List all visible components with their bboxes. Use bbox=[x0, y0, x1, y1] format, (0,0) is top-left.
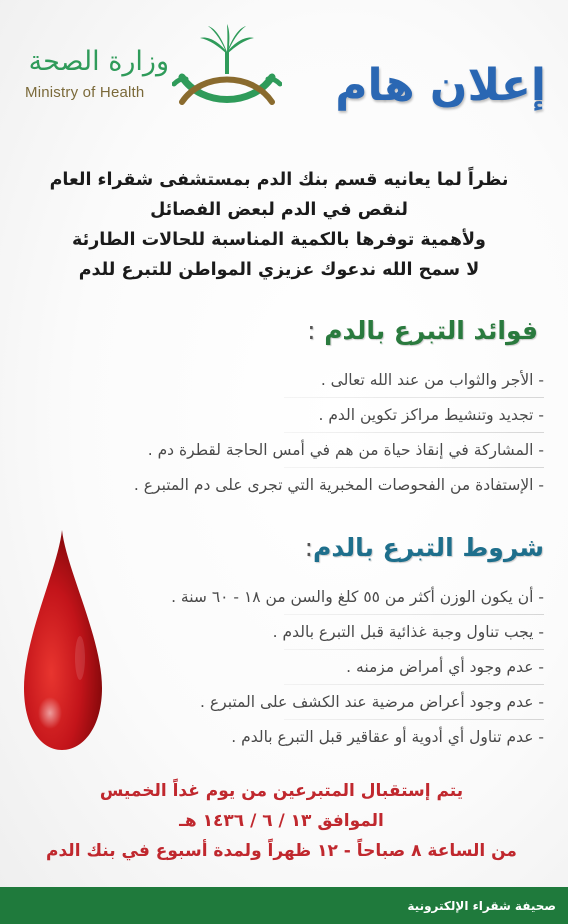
list-item: - عدم تناول أي أدوية أو عقاقير قبل التبرع بالدم . bbox=[231, 728, 544, 746]
intro-line: لنقص في الدم لبعض الفصائل bbox=[150, 200, 408, 220]
list-item: - المشاركة في إنقاذ حياة من هم في أمس الحاجة لقطرة دم . bbox=[147, 441, 544, 459]
announcement-title: إعلان هام bbox=[335, 60, 546, 111]
benefits-heading bbox=[307, 316, 538, 345]
schedule-line: الموافق ١٣ / ٦ / ١٤٣٦ هـ bbox=[179, 811, 384, 831]
conditions-heading-text: شروط التبرع بالدم bbox=[313, 533, 544, 562]
list-divider bbox=[284, 467, 544, 468]
intro-paragraph bbox=[14, 165, 544, 285]
schedule-line: من الساعة ٨ صباحاً - ١٢ ظهراً ولمدة أسبوع في بنك الدم bbox=[46, 841, 517, 861]
list-item: - عدم وجود أعراض مرضية عند الكشف على المتبرع . bbox=[200, 693, 544, 711]
list-divider bbox=[284, 432, 544, 433]
schedule-line: يتم إستقبال المتبرعين من يوم غداً الخميس bbox=[99, 781, 464, 801]
schedule-notice bbox=[9, 776, 554, 866]
list-item: - الإستفادة من الفحوصات المخبرية التي تجرى على دم المتبرع . bbox=[133, 476, 544, 494]
list-item: - تجديد وتنشيط مراكز تكوين الدم . bbox=[318, 406, 544, 424]
benefits-heading-text: فوائد التبرع بالدم bbox=[324, 316, 538, 345]
list-item: - عدم وجود أي أمراض مزمنه . bbox=[346, 658, 544, 676]
list-item: - يجب تناول وجبة غذائية قبل التبرع بالدم . bbox=[272, 623, 544, 641]
conditions-list bbox=[171, 580, 544, 755]
intro-line: نظراً لما يعانيه قسم بنك الدم بمستشفى شقراء العام bbox=[49, 170, 509, 190]
palm-emblem-icon bbox=[172, 22, 282, 112]
conditions-heading-colon: : bbox=[304, 533, 314, 562]
list-divider bbox=[284, 649, 544, 650]
list-divider bbox=[284, 684, 544, 685]
footer-bar bbox=[0, 887, 568, 924]
list-item: - أن يكون الوزن أكثر من ٥٥ كلغ والسن من ١٨ - ٦٠ سنة . bbox=[171, 588, 544, 606]
intro-line: لا سمح الله ندعوك عزيزي المواطن للتبرع للدم bbox=[78, 260, 480, 280]
blood-drop-icon bbox=[22, 528, 104, 753]
ministry-logo bbox=[22, 22, 282, 112]
footer-credit: صحيفة شقراء الإلكترونية bbox=[407, 899, 556, 913]
list-item: - الأجر والثواب من عند الله تعالى . bbox=[320, 371, 544, 389]
benefits-list bbox=[134, 363, 544, 503]
benefits-heading-colon: : bbox=[307, 316, 316, 345]
list-divider bbox=[284, 614, 544, 615]
list-divider bbox=[284, 397, 544, 398]
logo-english-name: Ministry of Health bbox=[25, 84, 145, 101]
logo-arabic-name: وزارة الصحة bbox=[28, 46, 169, 77]
list-divider bbox=[284, 719, 544, 720]
intro-line: ولأهمية توفرها بالكمية المناسبة للحالات الطارئة bbox=[72, 230, 486, 250]
conditions-heading bbox=[305, 533, 544, 562]
